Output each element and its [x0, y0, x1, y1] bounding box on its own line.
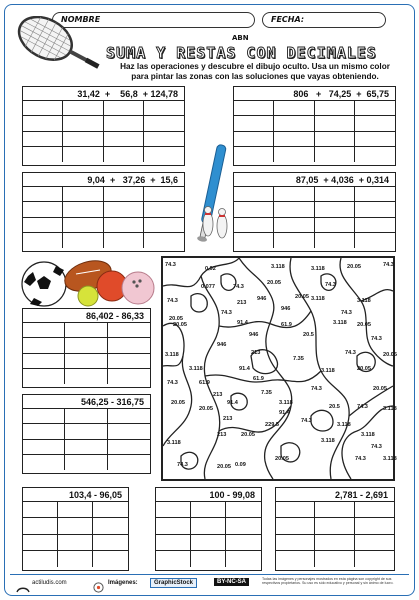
- puzzle-number: 3.118: [337, 422, 351, 428]
- tennis-racket-image: [8, 16, 108, 84]
- puzzle-number: 229.5: [265, 422, 279, 428]
- puzzle-number: 74.3: [221, 310, 232, 316]
- answer-cell[interactable]: [93, 535, 128, 551]
- puzzle-number: 74.3: [383, 262, 394, 268]
- answer-cell[interactable]: [274, 218, 314, 233]
- answer-cell[interactable]: [23, 187, 63, 202]
- answer-cell[interactable]: [315, 535, 354, 551]
- answer-cell[interactable]: [355, 116, 395, 131]
- answer-cell[interactable]: [23, 338, 65, 353]
- answer-cell[interactable]: [63, 147, 103, 162]
- answer-cell[interactable]: [276, 518, 315, 534]
- operation-label: 103,4 - 96,05: [23, 488, 128, 502]
- answer-cell[interactable]: [144, 147, 184, 162]
- puzzle-number: 74.3: [325, 282, 336, 288]
- answer-cell[interactable]: [315, 116, 355, 131]
- footer-site[interactable]: actiludis.com: [32, 580, 67, 586]
- operation-label: 86,402 - 86,33: [23, 309, 150, 323]
- puzzle-number: 74.3: [345, 350, 356, 356]
- answer-cell[interactable]: [23, 354, 65, 369]
- operation-label: 31,42 + 56,8 + 124,78: [23, 87, 184, 101]
- puzzle-number: 3.118: [311, 296, 325, 302]
- answer-cell[interactable]: [355, 101, 395, 116]
- operation-label: 546,25 - 316,75: [23, 395, 150, 409]
- answer-cell[interactable]: [108, 409, 150, 424]
- hidden-picture-puzzle[interactable]: [161, 256, 395, 481]
- answer-cell[interactable]: [355, 147, 395, 162]
- puzzle-number: 91.4: [239, 366, 250, 372]
- answer-grid[interactable]: [276, 502, 394, 567]
- answer-cell[interactable]: [63, 233, 103, 248]
- answer-cell[interactable]: [104, 187, 144, 202]
- puzzle-number: 20.05: [199, 406, 213, 412]
- answer-cell[interactable]: [315, 147, 355, 162]
- operation-box-7: [22, 487, 129, 571]
- answer-cell[interactable]: [315, 518, 354, 534]
- instructions-line-1: Haz las operaciones y descubre el dibujo oculto. Usa un mismo color: [120, 62, 390, 71]
- answer-grid[interactable]: [23, 323, 150, 384]
- puzzle-number: 3.118: [383, 456, 397, 462]
- answer-cell[interactable]: [23, 551, 58, 567]
- puzzle-number: 74.3: [167, 380, 178, 386]
- answer-cell[interactable]: [65, 323, 107, 338]
- answer-cell[interactable]: [23, 440, 65, 455]
- answer-cell[interactable]: [234, 101, 274, 116]
- answer-cell[interactable]: [23, 101, 63, 116]
- answer-cell[interactable]: [144, 202, 184, 217]
- answer-cell[interactable]: [355, 218, 395, 233]
- answer-cell[interactable]: [191, 551, 226, 567]
- puzzle-number: 20.05: [217, 464, 231, 470]
- answer-cell[interactable]: [58, 502, 93, 518]
- answer-cell[interactable]: [156, 518, 191, 534]
- answer-cell[interactable]: [108, 455, 150, 470]
- puzzle-number: 20.05: [171, 400, 185, 406]
- puzzle-number: 74.3: [355, 456, 366, 462]
- answer-cell[interactable]: [226, 518, 261, 534]
- answer-grid[interactable]: [234, 187, 395, 248]
- answer-cell[interactable]: [104, 202, 144, 217]
- answer-cell[interactable]: [63, 132, 103, 147]
- answer-cell[interactable]: [144, 187, 184, 202]
- balls-image: [20, 254, 160, 310]
- answer-cell[interactable]: [226, 535, 261, 551]
- answer-grid[interactable]: [156, 502, 261, 567]
- operation-label: 100 - 99,08: [156, 488, 261, 502]
- puzzle-number: 20.05: [347, 264, 361, 270]
- operation-box-9: [275, 487, 395, 571]
- share-icon: [93, 578, 104, 589]
- answer-cell[interactable]: [108, 354, 150, 369]
- operation-box-2: [233, 86, 396, 166]
- puzzle-number: 3.118: [383, 406, 397, 412]
- puzzle-number: 20.05: [383, 352, 397, 358]
- answer-cell[interactable]: [355, 535, 394, 551]
- answer-cell[interactable]: [58, 551, 93, 567]
- answer-cell[interactable]: [144, 101, 184, 116]
- answer-cell[interactable]: [355, 187, 395, 202]
- answer-cell[interactable]: [108, 440, 150, 455]
- answer-cell[interactable]: [23, 369, 65, 384]
- answer-cell[interactable]: [226, 551, 261, 567]
- operation-box-1: [22, 86, 185, 166]
- answer-cell[interactable]: [156, 551, 191, 567]
- puzzle-number: 3.118: [361, 432, 375, 438]
- footer-images-label: Imágenes:: [108, 580, 138, 586]
- answer-cell[interactable]: [23, 409, 65, 424]
- answer-cell[interactable]: [276, 551, 315, 567]
- answer-cell[interactable]: [58, 518, 93, 534]
- puzzle-number: 61.9: [281, 322, 292, 328]
- answer-cell[interactable]: [234, 202, 274, 217]
- answer-cell[interactable]: [144, 116, 184, 131]
- answer-cell[interactable]: [234, 132, 274, 147]
- puzzle-number: 91.4: [227, 400, 238, 406]
- puzzle-number: 213: [251, 350, 261, 356]
- answer-cell[interactable]: [63, 101, 103, 116]
- answer-cell[interactable]: [315, 218, 355, 233]
- puzzle-number: 0.077: [201, 284, 215, 290]
- puzzle-number: 3.118: [357, 298, 371, 304]
- operation-label: 9,04 + 37,26 + 15,6: [23, 173, 184, 187]
- answer-cell[interactable]: [274, 233, 314, 248]
- puzzle-number: 3.118: [321, 368, 335, 374]
- answer-cell[interactable]: [234, 233, 274, 248]
- puzzle-number: 91.4: [279, 410, 290, 416]
- answer-cell[interactable]: [104, 218, 144, 233]
- answer-cell[interactable]: [23, 455, 65, 470]
- puzzle-number: 3.118: [167, 440, 181, 446]
- answer-cell[interactable]: [63, 116, 103, 131]
- operation-box-5: [22, 308, 151, 388]
- answer-cell[interactable]: [234, 218, 274, 233]
- puzzle-number: 74.3: [341, 310, 352, 316]
- answer-cell[interactable]: [315, 202, 355, 217]
- puzzle-number: 946: [281, 306, 291, 312]
- answer-cell[interactable]: [355, 518, 394, 534]
- answer-grid[interactable]: [23, 101, 184, 162]
- answer-grid[interactable]: [23, 409, 150, 470]
- puzzle-number: 61.9: [199, 380, 210, 386]
- operation-box-8: [155, 487, 262, 571]
- answer-grid[interactable]: [23, 187, 184, 248]
- answer-cell[interactable]: [315, 233, 355, 248]
- worksheet-title: SUMA Y RESTAS CON DECIMALES: [106, 44, 377, 62]
- answer-cell[interactable]: [234, 116, 274, 131]
- answer-cell[interactable]: [63, 187, 103, 202]
- answer-cell[interactable]: [234, 187, 274, 202]
- puzzle-number: 74.3: [371, 336, 382, 342]
- puzzle-number: 213: [213, 392, 223, 398]
- answer-cell[interactable]: [65, 409, 107, 424]
- puzzle-number: 946: [249, 332, 259, 338]
- answer-cell[interactable]: [156, 535, 191, 551]
- answer-cell[interactable]: [93, 502, 128, 518]
- puzzle-number: 3.118: [165, 352, 179, 358]
- answer-cell[interactable]: [274, 147, 314, 162]
- provider-badge: GraphicStock: [150, 578, 197, 588]
- answer-cell[interactable]: [274, 116, 314, 131]
- puzzle-number: 20.5: [303, 332, 314, 338]
- puzzle-number: 3.118: [279, 400, 293, 406]
- puzzle-number: 946: [257, 296, 267, 302]
- answer-cell[interactable]: [65, 455, 107, 470]
- answer-cell[interactable]: [63, 202, 103, 217]
- puzzle-number: 213: [217, 432, 227, 438]
- puzzle-number: 3.118: [321, 438, 335, 444]
- answer-cell[interactable]: [355, 502, 394, 518]
- answer-cell[interactable]: [274, 132, 314, 147]
- date-field[interactable]: [262, 12, 386, 28]
- answer-cell[interactable]: [23, 116, 63, 131]
- answer-cell[interactable]: [23, 424, 65, 439]
- answer-cell[interactable]: [23, 202, 63, 217]
- puzzle-number: 0.09: [235, 462, 246, 468]
- answer-cell[interactable]: [93, 551, 128, 567]
- answer-cell[interactable]: [58, 535, 93, 551]
- answer-cell[interactable]: [355, 233, 395, 248]
- puzzle-number: 74.3: [167, 298, 178, 304]
- puzzle-number: 20.05: [357, 366, 371, 372]
- answer-cell[interactable]: [276, 535, 315, 551]
- answer-cell[interactable]: [65, 354, 107, 369]
- answer-cell[interactable]: [104, 101, 144, 116]
- answer-cell[interactable]: [191, 518, 226, 534]
- answer-cell[interactable]: [315, 132, 355, 147]
- answer-grid[interactable]: [234, 101, 395, 162]
- answer-cell[interactable]: [315, 187, 355, 202]
- answer-cell[interactable]: [355, 551, 394, 567]
- puzzle-number: 74.3: [357, 404, 368, 410]
- date-label: FECHA:: [271, 15, 305, 24]
- answer-cell[interactable]: [274, 101, 314, 116]
- answer-cell[interactable]: [23, 147, 63, 162]
- puzzle-number: 74.3: [177, 462, 188, 468]
- abn-badge: ABN: [232, 34, 249, 42]
- answer-cell[interactable]: [104, 132, 144, 147]
- puzzle-number: 7.35: [261, 390, 272, 396]
- puzzle-number: 20.05: [357, 322, 371, 328]
- footer-legal: Todas las imágenes y personajes mostrados en esta página son copyright de sus respectivos propietarios. Su uso es sólo educativo y personal y sin ánimo de lucro.: [262, 577, 394, 586]
- puzzle-number: 61.9: [253, 376, 264, 382]
- answer-cell[interactable]: [355, 132, 395, 147]
- answer-cell[interactable]: [144, 233, 184, 248]
- operation-box-3: [22, 172, 185, 252]
- license-badge: BY-NC-SA: [214, 578, 249, 586]
- answer-cell[interactable]: [315, 101, 355, 116]
- puzzle-number: 20.05: [169, 316, 183, 322]
- puzzle-number: 74.3: [371, 444, 382, 450]
- puzzle-number: 3.118: [271, 264, 285, 270]
- answer-cell[interactable]: [108, 323, 150, 338]
- answer-cell[interactable]: [23, 502, 58, 518]
- answer-cell[interactable]: [23, 218, 63, 233]
- puzzle-number: 20.05: [295, 294, 309, 300]
- puzzle-number: 946: [217, 342, 227, 348]
- answer-cell[interactable]: [104, 116, 144, 131]
- answer-cell[interactable]: [23, 233, 63, 248]
- answer-cell[interactable]: [108, 338, 150, 353]
- operation-box-4: [233, 172, 396, 252]
- bat-and-pins-image: [190, 140, 236, 252]
- puzzle-number: 3.118: [333, 320, 347, 326]
- answer-cell[interactable]: [315, 551, 354, 567]
- instructions-line-2: para pintar las zonas con las soluciones que vayas obteniendo.: [131, 72, 379, 81]
- answer-cell[interactable]: [65, 440, 107, 455]
- puzzle-number: 91.4: [237, 320, 248, 326]
- operation-label: 806 + 74,25 + 65,75: [234, 87, 395, 101]
- answer-cell[interactable]: [23, 132, 63, 147]
- puzzle-number: 3.118: [189, 366, 203, 372]
- puzzle-number: 74.3: [311, 386, 322, 392]
- answer-cell[interactable]: [65, 338, 107, 353]
- puzzle-number: 20.05: [373, 386, 387, 392]
- actiludis-logo-icon: [16, 579, 30, 587]
- answer-cell[interactable]: [355, 202, 395, 217]
- answer-cell[interactable]: [65, 369, 107, 384]
- answer-cell[interactable]: [104, 233, 144, 248]
- answer-cell[interactable]: [104, 147, 144, 162]
- puzzle-number: 20.05: [267, 280, 281, 286]
- answer-cell[interactable]: [191, 502, 226, 518]
- answer-cell[interactable]: [315, 502, 354, 518]
- puzzle-number: 20.5: [329, 404, 340, 410]
- operation-box-6: [22, 394, 151, 474]
- answer-cell[interactable]: [23, 518, 58, 534]
- puzzle-number: 20.05: [173, 322, 187, 328]
- puzzle-number: 3.118: [311, 266, 325, 272]
- answer-cell[interactable]: [108, 369, 150, 384]
- answer-cell[interactable]: [274, 202, 314, 217]
- puzzle-number: 74.3: [165, 262, 176, 268]
- answer-grid[interactable]: [23, 502, 128, 567]
- answer-cell[interactable]: [226, 502, 261, 518]
- puzzle-number: 20.05: [275, 456, 289, 462]
- answer-cell[interactable]: [93, 518, 128, 534]
- answer-cell[interactable]: [65, 424, 107, 439]
- answer-cell[interactable]: [108, 424, 150, 439]
- answer-cell[interactable]: [63, 218, 103, 233]
- answer-cell[interactable]: [274, 187, 314, 202]
- puzzle-number: 74.3: [301, 418, 312, 424]
- puzzle-number: 0,92: [205, 266, 216, 272]
- answer-cell[interactable]: [144, 132, 184, 147]
- puzzle-number: 74.3: [233, 284, 244, 290]
- instructions: [110, 62, 400, 82]
- name-label: NOMBRE: [61, 15, 101, 24]
- puzzle-number: 7.35: [293, 356, 304, 362]
- answer-cell[interactable]: [23, 323, 65, 338]
- answer-cell[interactable]: [156, 502, 191, 518]
- answer-cell[interactable]: [23, 535, 58, 551]
- operation-label: 2,781 - 2,691: [276, 488, 394, 502]
- puzzle-number: 213: [223, 416, 233, 422]
- puzzle-number: 213: [237, 300, 247, 306]
- answer-cell[interactable]: [191, 535, 226, 551]
- answer-cell[interactable]: [144, 218, 184, 233]
- operation-label: 87,05 + 4,036 + 0,314: [234, 173, 395, 187]
- answer-cell[interactable]: [234, 147, 274, 162]
- answer-cell[interactable]: [276, 502, 315, 518]
- puzzle-number: 20.05: [241, 432, 255, 438]
- footer: [10, 574, 409, 592]
